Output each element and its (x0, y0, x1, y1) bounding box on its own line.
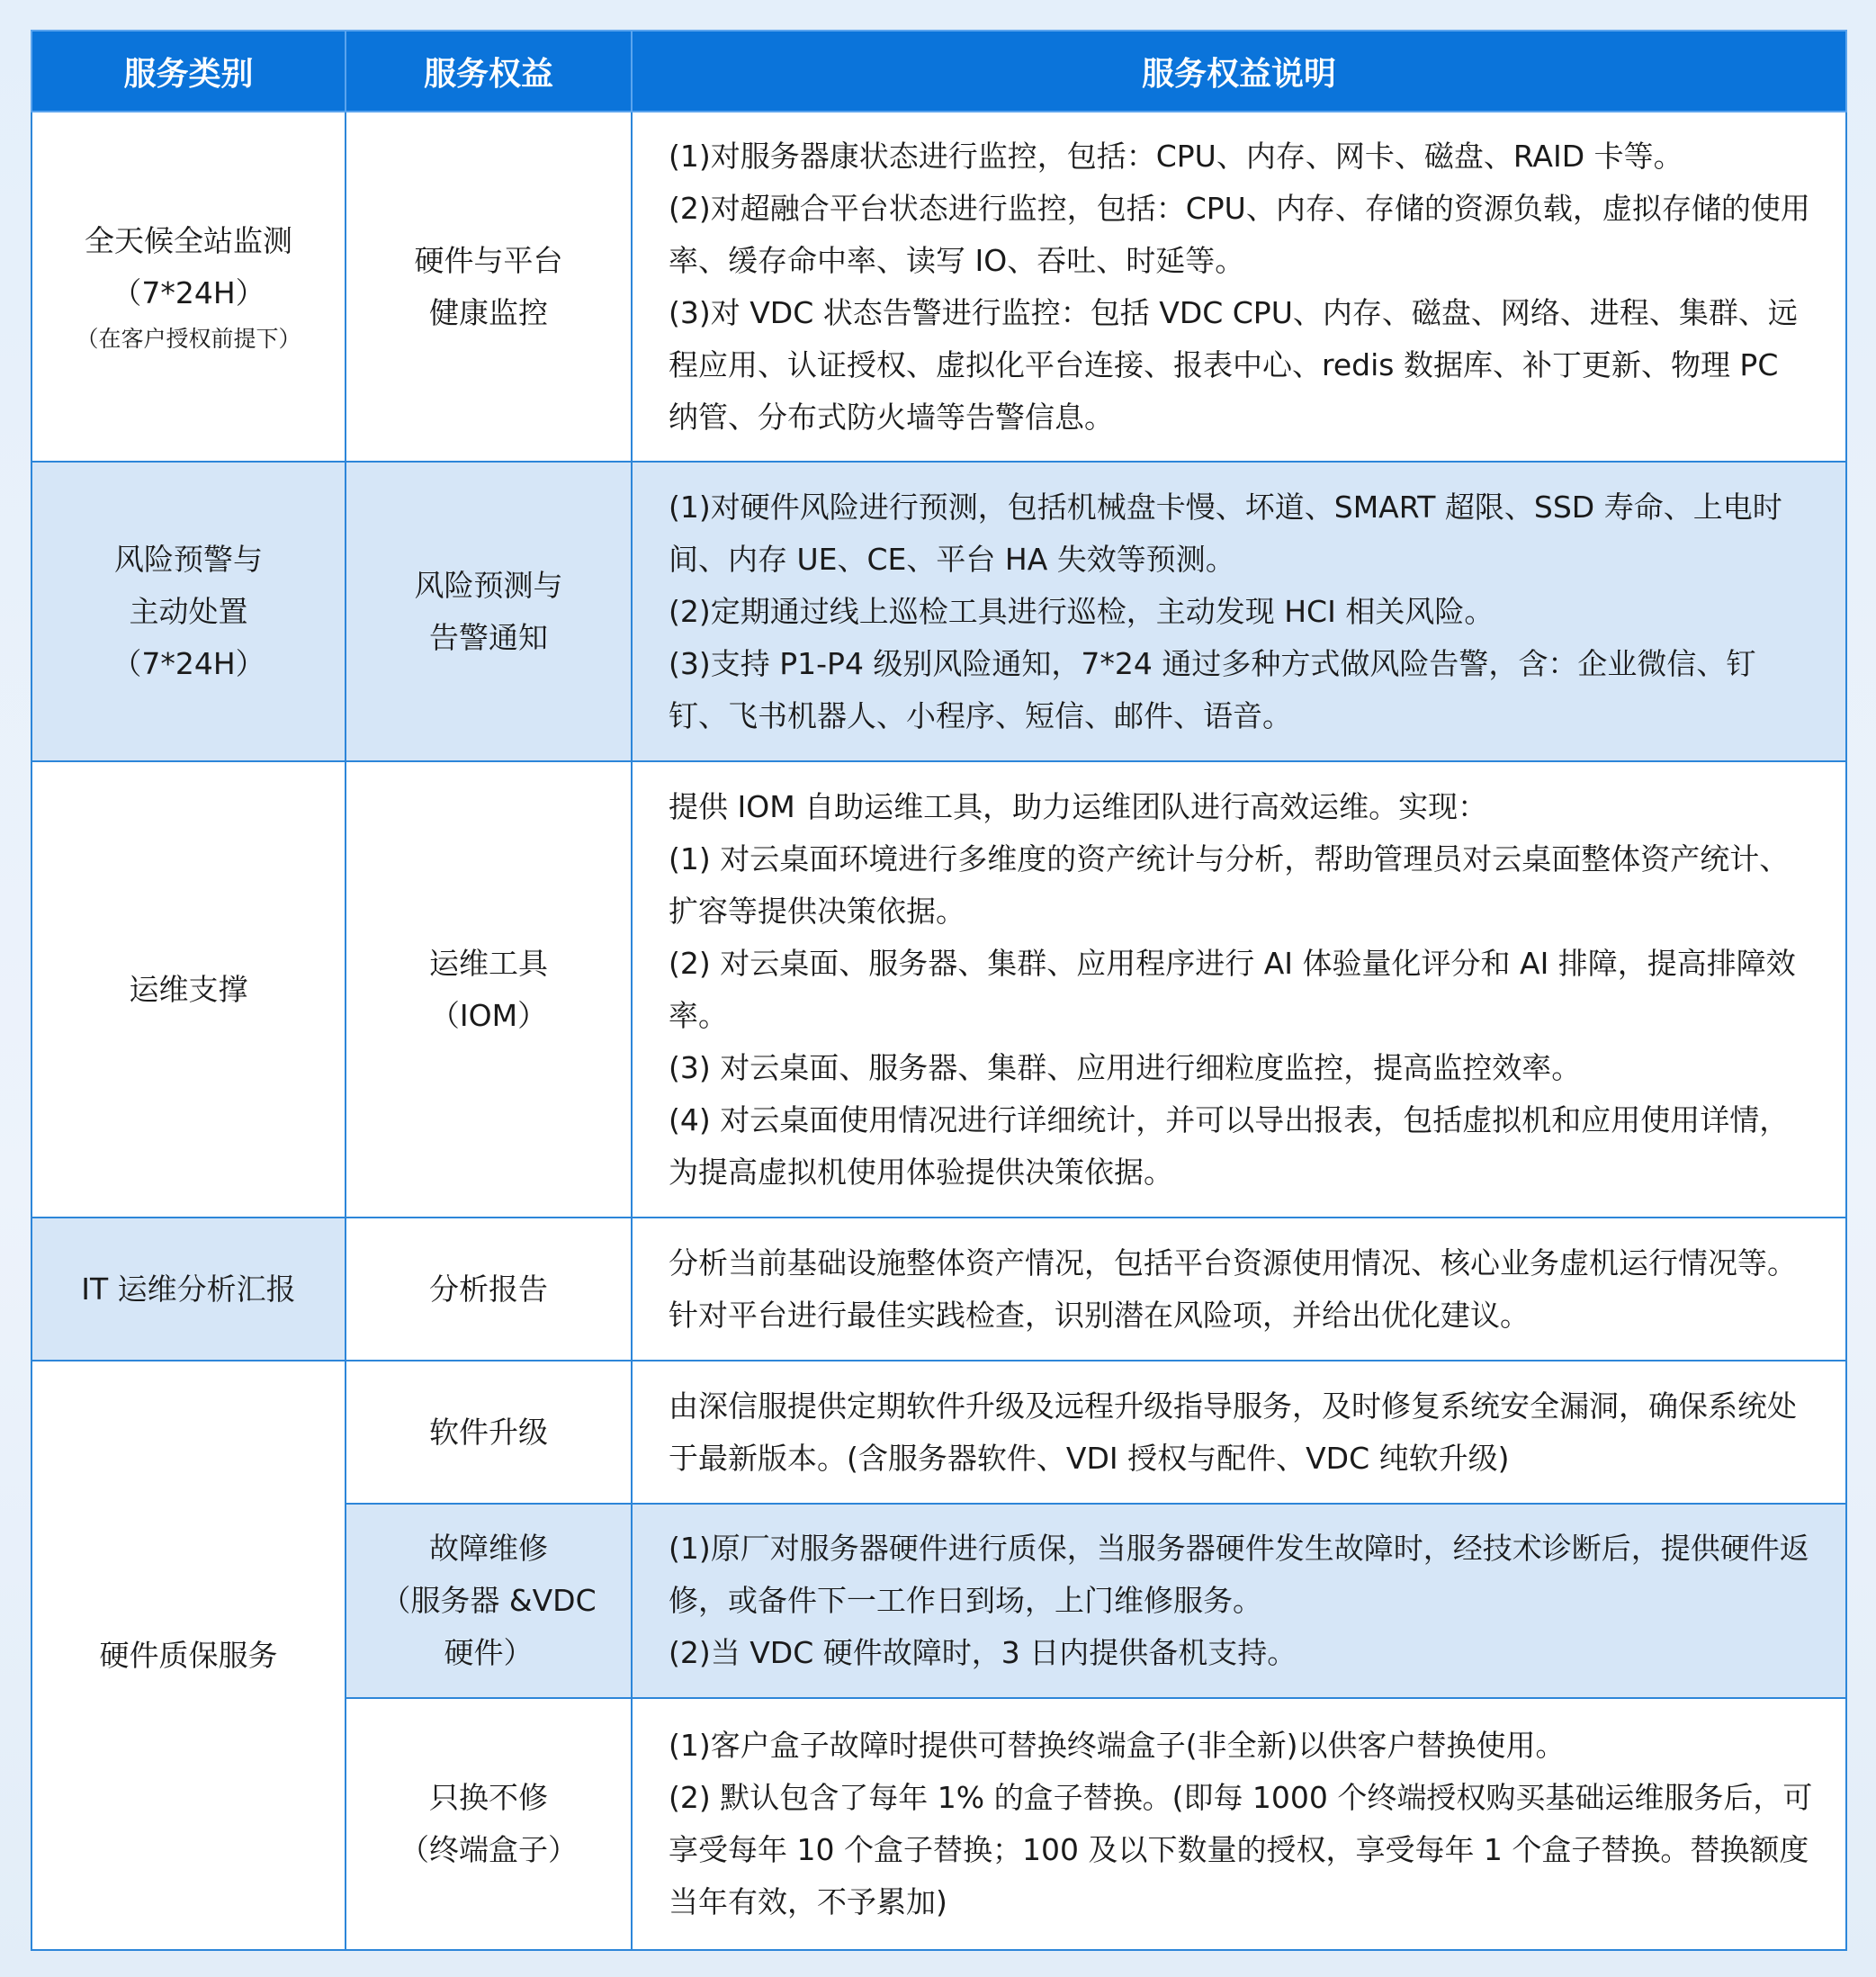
table-row (31, 462, 1846, 761)
benefit-cell (346, 761, 632, 1218)
benefit-cell (346, 462, 632, 761)
benefit-line: 故障维修 (429, 1531, 548, 1566)
header-description: 服务权益说明 (632, 31, 1846, 112)
category-cell (31, 112, 346, 462)
category-cell (31, 1361, 346, 1950)
service-table (31, 30, 1847, 1951)
benefit-line: （服务器 &VDC (381, 1583, 597, 1618)
header-category: 服务类别 (31, 31, 346, 112)
benefit-line: 运维工具 (429, 945, 548, 981)
category-line: 运维支撑 (129, 971, 248, 1007)
description-item: (4) 对云桌面使用情况进行详细统计，并可以导出报表，包括虚拟机和应用使用详情，为提高虚拟机使用体验提供决策依据。 (669, 1101, 1790, 1190)
description-item: (2) 对云桌面、服务器、集群、应用程序进行 AI 体验量化评分和 AI 排障，提高排障效率。 (669, 945, 1796, 1033)
description-item: (1)对服务器康状态进行监控，包括：CPU、内存、网卡、磁盘、RAID 卡等。 (669, 138, 1683, 174)
category-line: （7*24H） (112, 645, 265, 681)
description-item: 由深信服提供定期软件升级及远程升级指导服务，及时修复系统安全漏洞，确保系统处于最新版本。(含服务器软件、VDI 授权与配件、VDC 纯软升级) (669, 1388, 1797, 1476)
description-item: (2)对超融合平台状态进行监控，包括：CPU、内存、存储的资源负载，虚拟存储的使用率、缓存命中率、读写 IO、吞吐、时延等。 (669, 190, 1810, 278)
description-cell (632, 1698, 1846, 1950)
category-cell (31, 761, 346, 1218)
category-note: （在客户授权前提下） (76, 325, 301, 352)
description-item: (2)当 VDC 硬件故障时，3 日内提供备机支持。 (669, 1635, 1297, 1670)
benefit-cell (346, 1698, 632, 1950)
benefit-cell (346, 1504, 632, 1698)
benefit-line: 健康监控 (429, 294, 548, 330)
description-item: (3)支持 P1-P4 级别风险通知，7*24 通过多种方式做风险告警，含：企业微信、钉钉、飞书机器人、小程序、短信、邮件、语音。 (669, 645, 1756, 733)
category-line: 主动处置 (129, 593, 248, 629)
benefit-line: 告警通知 (429, 619, 548, 655)
description-item: (1)客户盒子故障时提供可替换终端盒子(非全新)以供客户替换使用。 (669, 1728, 1566, 1763)
description-cell (632, 1361, 1846, 1504)
benefit-line: 风险预测与 (414, 567, 563, 603)
description-cell (632, 1218, 1846, 1361)
category-line: 全天候全站监测 (85, 222, 292, 258)
table-row (31, 112, 1846, 462)
benefit-line: 分析报告 (429, 1271, 548, 1307)
benefit-cell (346, 112, 632, 462)
header-benefit: 服务权益 (346, 31, 632, 112)
description-item: (1) 对云桌面环境进行多维度的资产统计与分析，帮助管理员对云桌面整体资产统计、扩容等提供决策依据。 (669, 840, 1790, 929)
table-row (31, 1361, 1846, 1504)
category-line: （7*24H） (112, 274, 265, 310)
description-item: (2)定期通过线上巡检工具进行巡检，主动发现 HCI 相关风险。 (669, 593, 1495, 629)
table-row (31, 761, 1846, 1218)
description-item: 分析当前基础设施整体资产情况，包括平台资源使用情况、核心业务虚机运行情况等。针对平台进行最佳实践检查，识别潜在风险项，并给出优化建议。 (669, 1245, 1797, 1333)
benefit-line: （IOM） (429, 997, 548, 1033)
benefit-line: 软件升级 (429, 1414, 548, 1450)
benefit-line: 硬件与平台 (414, 242, 563, 278)
category-line: 硬件质保服务 (99, 1637, 278, 1673)
description-item: (1)原厂对服务器硬件进行质保，当服务器硬件发生故障时，经技术诊断后，提供硬件返修，或备件下一工作日到场，上门维修服务。 (669, 1531, 1809, 1618)
description-cell (632, 1504, 1846, 1698)
table-row (31, 1218, 1846, 1361)
benefit-line: （终端盒子） (399, 1832, 578, 1867)
benefit-cell (346, 1218, 632, 1361)
description-item: (3) 对云桌面、服务器、集群、应用进行细粒度监控，提高监控效率。 (669, 1049, 1582, 1085)
description-cell (632, 761, 1846, 1218)
description-item: (1)对硬件风险进行预测，包括机械盘卡慢、坏道、SMART 超限、SSD 寿命、上电时间、内存 UE、CE、平台 HA 失效等预测。 (669, 489, 1782, 577)
description-cell (632, 462, 1846, 761)
description-item: 提供 IOM 自助运维工具，助力运维团队进行高效运维。实现： (669, 788, 1488, 824)
benefit-cell (346, 1361, 632, 1504)
category-cell (31, 462, 346, 761)
description-item: (2) 默认包含了每年 1% 的盒子替换。(即每 1000 个终端授权购买基础运维服务后，可享受每年 10 个盒子替换；100 及以下数量的授权，享受每年 1 个盒子替换。替换额度当年有效，不予累加) (669, 1780, 1813, 1919)
benefit-line: 硬件） (444, 1635, 534, 1670)
category-line: 风险预警与 (114, 541, 263, 577)
description-item: (3)对 VDC 状态告警进行监控：包括 VDC CPU、内存、磁盘、网络、进程、集群、远程应用、认证授权、虚拟化平台连接、报表中心、redis 数据库、补丁更新、物理 PC 纳管、分布式防火墙等告警信息。 (669, 294, 1798, 435)
benefit-line: 只换不修 (429, 1780, 548, 1815)
category-cell (31, 1218, 346, 1361)
category-line: IT 运维分析汇报 (81, 1271, 296, 1307)
description-cell (632, 112, 1846, 462)
